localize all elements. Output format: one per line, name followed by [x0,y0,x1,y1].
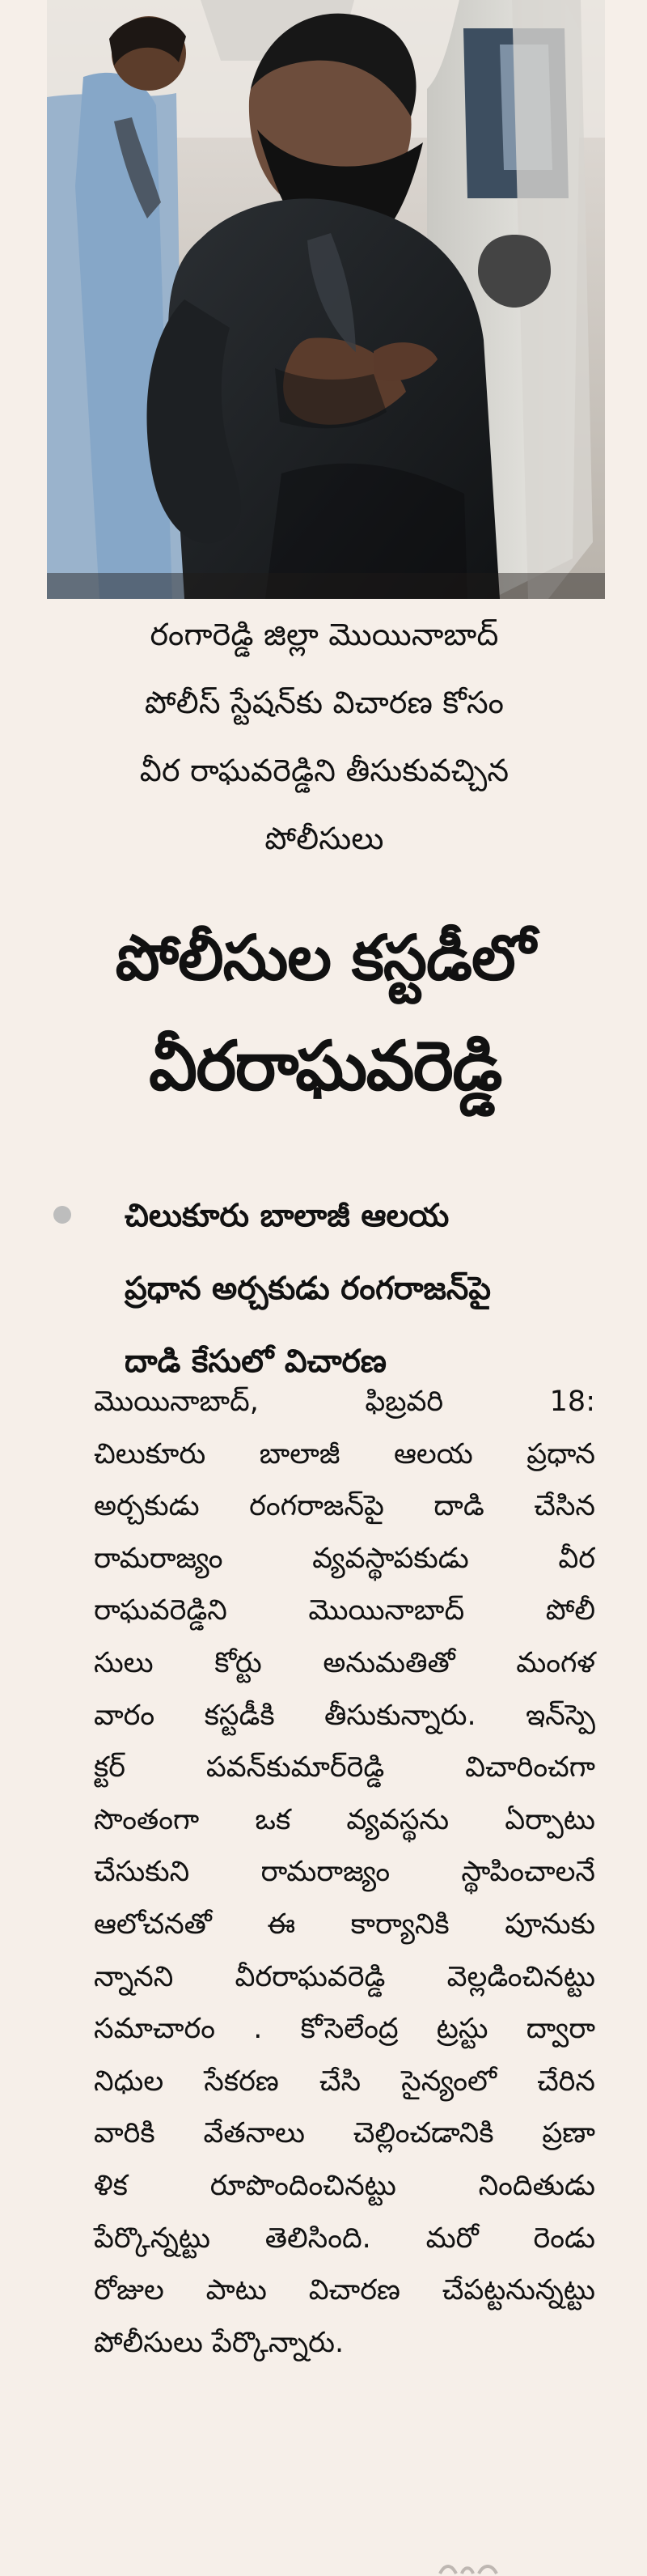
article-line: చిలుకూరు బాలాజీ ఆలయ ప్రధాన [94,1437,595,1470]
headline-line-1: పోలీసుల కస్టడీలో [115,923,535,995]
article-line: నిధుల సేకరణ చేసి సైన్యంలో చేరిన [94,2065,595,2098]
article-line: క్టర్ పవన్‌కుమార్‌రెడ్డి విచారించగా [94,1751,595,1785]
article-line: ళిక రూపొందించినట్టు నిందితుడు [94,2169,595,2202]
headline-line-2: వీరరాఘవరెడ్డి [149,1026,501,1106]
cropped-text-marks [437,2561,500,2576]
summary-line: ప్రధాన అర్చకుడు రంగరాజన్‌పై [125,1271,491,1307]
article-line: వారం కస్టడీకి తీసుకున్నారు. ఇన్‌స్పె [94,1699,595,1732]
article-line: న్నానని వీరరాఘవరెడ్డి వెల్లడించినట్టు [94,1960,595,1993]
caption-line: వీర రాఘవరెడ్డిని తీసుకువచ్చిన [139,753,510,788]
article-line: రాఘవరెడ్డిని మొయినాబాద్ పోలీ [94,1594,595,1628]
news-photo-illustration [47,0,605,599]
article-line: ఆలోచనతో ఈ కార్యానికి పూనుకు [94,1908,595,1941]
article-line: పేర్కొన్నట్టు తెలిసింది. మరో రెండు [94,2222,595,2255]
article-line: సమాచారం . కోసెలేంద్ర ట్రస్టు ద్వారా [94,2013,595,2046]
cropped-next-text-fragment [437,2559,500,2576]
news-photo [47,0,605,599]
headline [58,906,592,1120]
article-line: చేసుకుని రామరాజ్యం స్థాపించాలనే [94,1856,595,1889]
bullet-dot-icon [53,1206,71,1224]
article-line: వారికి వేతనాలు చెల్లించడానికి ప్రణా [94,2117,595,2150]
article-line: అర్చకుడు రంగరాజన్‌పై దాడి చేసిన [94,1490,595,1523]
summary-line: దాడి కేసులో విచారణ [125,1343,387,1380]
summary-line: చిలుకూరు బాలాజీ ఆలయ [125,1198,450,1234]
article-line: సులు కోర్టు అనుమతితో మంగళ [94,1646,595,1679]
article-line: పోలీసులు పేర్కొన్నారు. [94,2326,345,2359]
article-line: మొయినాబాద్, ఫిబ్రవరి 18: [94,1386,595,1418]
article-line: రోజుల పాటు విచారణ చేపట్టనున్నట్టు [94,2274,595,2307]
caption-line: పోలీసులు [264,821,384,856]
article-body [94,1376,595,2369]
caption-line: రంగారెడ్డి జిల్లా మొయినాబాద్ [150,617,499,652]
caption-line: పోలీస్ స్టేషన్‌కు విచారణ కోసం [144,685,505,720]
photo-caption [70,601,579,872]
article-line: సొంతంగా ఒక వ్యవస్థను ఏర్పాటు [94,1803,595,1836]
summary-text [125,1180,602,1398]
article-line: రామరాజ్యం వ్యవస్థాపకుడు వీర [94,1542,595,1575]
